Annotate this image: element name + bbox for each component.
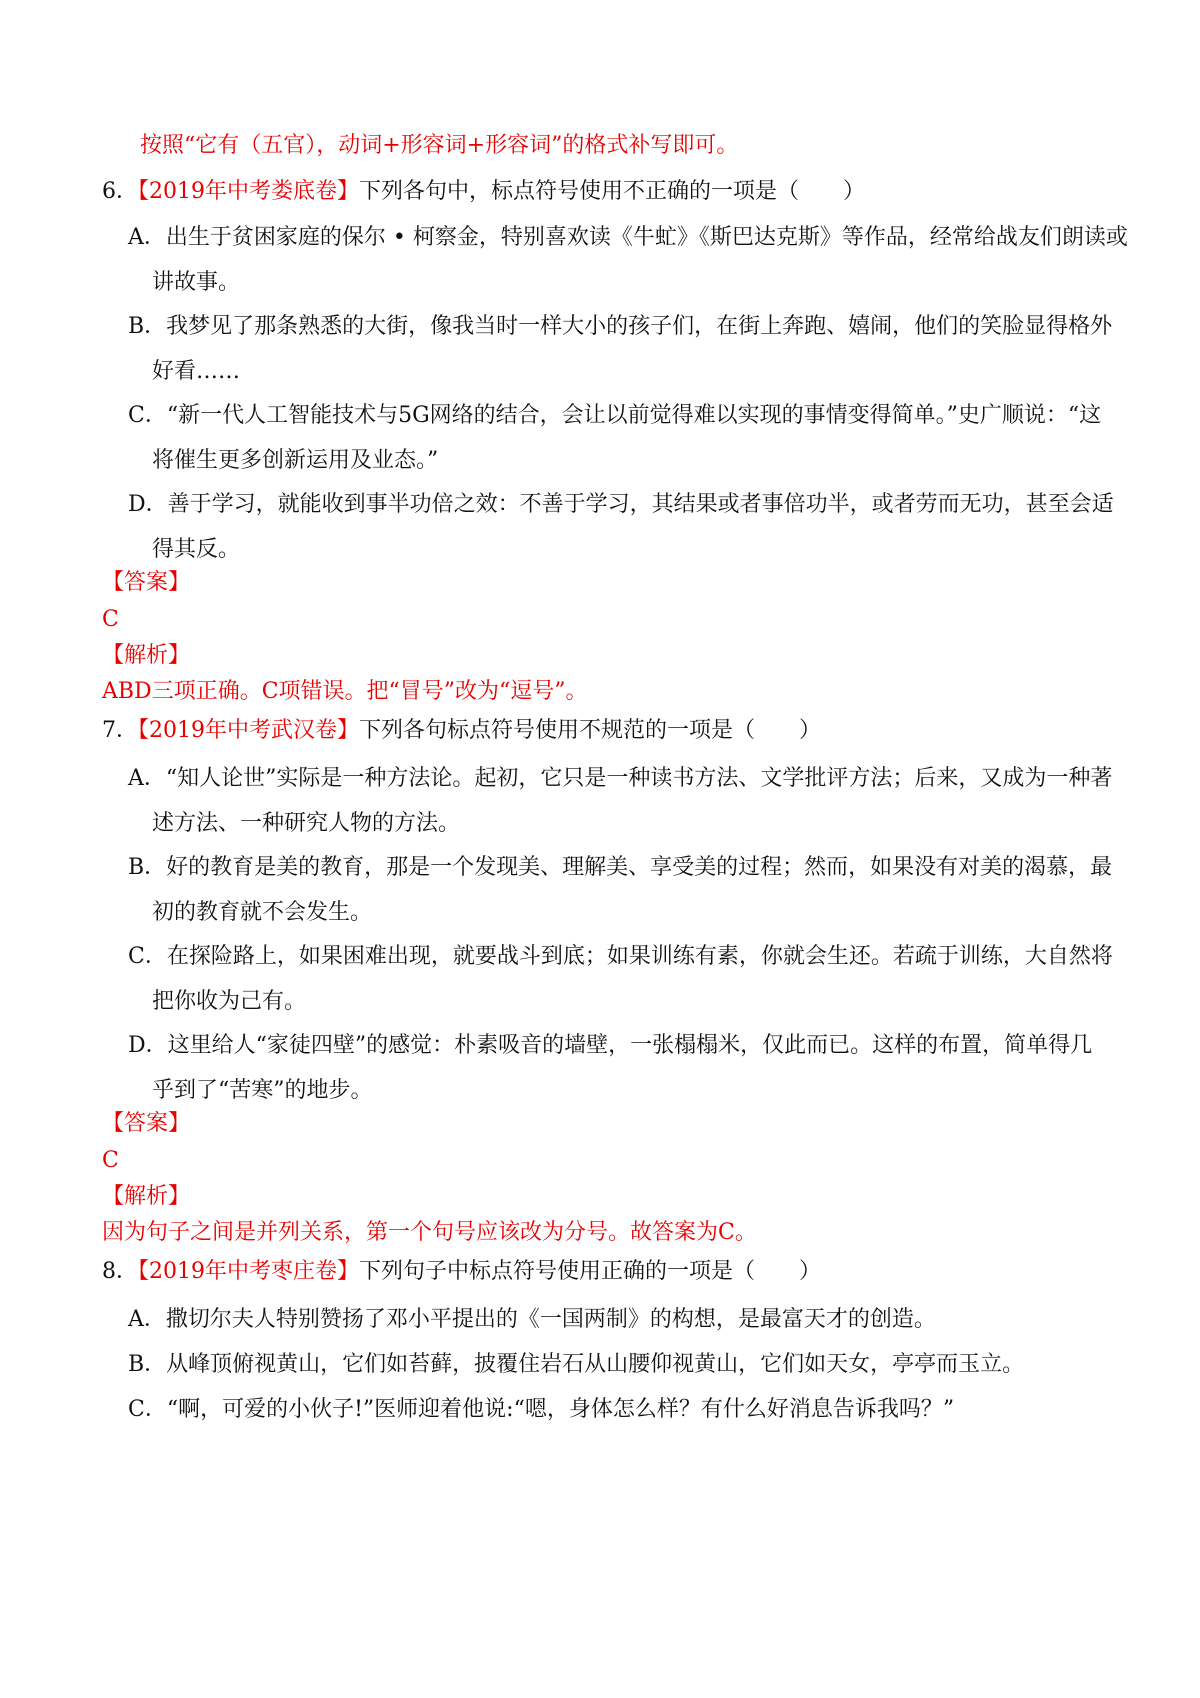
- option-c: [128, 401, 1101, 431]
- option-b: [128, 853, 1112, 883]
- question-source: 【2019年中考武汉卷】: [138, 718, 359, 743]
- option-d-continuation: 乎到了“苦寒”的地步。: [152, 1078, 373, 1103]
- option-text: 这里给人“家徒四壁”的感觉：朴素吸音的墙壁，一张榻榻米，仅此而已。这样的布置，简单得几: [167, 1033, 1093, 1058]
- question-source: 【2019年中考枣庄卷】: [138, 1259, 359, 1284]
- answer-value: C: [102, 1148, 119, 1173]
- option-a-continuation: 讲故事。: [152, 270, 241, 295]
- option-d: [128, 1031, 1092, 1061]
- option-c: [128, 1395, 954, 1425]
- analysis-text: 因为句子之间是并列关系，第一个句号应该改为分号。故答案为C。: [102, 1220, 757, 1245]
- option-d: [128, 490, 1114, 520]
- analysis-label: 【解析】: [102, 643, 191, 668]
- option-b: [128, 1350, 1024, 1380]
- question-7-stem-line: [102, 716, 821, 746]
- option-a-continuation: 述方法、一种研究人物的方法。: [152, 811, 461, 836]
- option-text: 从峰顶俯视黄山，它们如苔藓，披覆住岩石从山腰仰视黄山，它们如天女，亭亭而玉立。: [166, 1352, 1025, 1377]
- question-stem: 下列句子中标点符号使用正确的一项是（ ）: [359, 1259, 822, 1284]
- analysis-label: 【解析】: [102, 1184, 191, 1209]
- option-letter: A．: [128, 1307, 166, 1332]
- intro-note: 按照“它有（五官），动词+形容词+形容词”的格式补写即可。: [140, 133, 739, 158]
- option-letter: A．: [128, 766, 166, 791]
- option-letter: B．: [128, 1352, 167, 1377]
- option-d-continuation: 得其反。: [152, 537, 241, 562]
- question-number: 7．: [102, 718, 138, 743]
- option-a: [128, 764, 1112, 794]
- option-b-continuation: 好看……: [152, 359, 241, 384]
- answer-label: 【答案】: [102, 1111, 191, 1136]
- option-letter: D．: [128, 492, 168, 517]
- analysis-text: ABD三项正确。C项错误。把“冒号”改为“逗号”。: [102, 679, 588, 704]
- option-a: [128, 1305, 936, 1335]
- option-text: 撒切尔夫人特别赞扬了邓小平提出的《一国两制》的构想，是最富天才的创造。: [165, 1307, 936, 1332]
- option-text: 在探险路上，如果困难出现，就要战斗到底；如果训练有素，你就会生还。若疏于训练，大自然将: [166, 944, 1113, 969]
- question-number: 6．: [102, 179, 138, 204]
- option-a: [128, 223, 1128, 253]
- question-stem: 下列各句标点符号使用不规范的一项是（ ）: [359, 718, 822, 743]
- option-b-continuation: 初的教育就不会发生。: [152, 900, 373, 925]
- option-text: 我梦见了那条熟悉的大街，像我当时一样大小的孩子们，在街上奔跑、嬉闹，他们的笑脸显得格外: [166, 314, 1113, 339]
- option-letter: C．: [128, 1397, 167, 1422]
- option-text: 好的教育是美的教育，那是一个发现美、理解美、享受美的过程；然而，如果没有对美的渴慕，最: [166, 855, 1113, 880]
- option-letter: B．: [128, 855, 167, 880]
- answer-label: 【答案】: [102, 570, 191, 595]
- question-source: 【2019年中考娄底卷】: [138, 179, 359, 204]
- option-letter: B．: [128, 314, 167, 339]
- option-b: [128, 312, 1112, 342]
- option-letter: D．: [128, 1033, 168, 1058]
- option-letter: C．: [128, 403, 167, 428]
- question-8-stem-line: [102, 1257, 821, 1287]
- question-6-stem-line: [102, 177, 865, 207]
- option-letter: C．: [128, 944, 167, 969]
- question-stem: 下列各句中，标点符号使用不正确的一项是（ ）: [359, 179, 866, 204]
- option-c-continuation: 将催生更多创新运用及业态。”: [152, 448, 439, 473]
- option-text: 善于学习，就能收到事半功倍之效：不善于学习，其结果或者事倍功半，或者劳而无功，甚至会适: [167, 492, 1114, 517]
- option-text: “知人论世”实际是一种方法论。起初，它只是一种读书方法、文学批评方法；后来，又成为一种著: [165, 766, 1113, 791]
- question-number: 8．: [102, 1259, 138, 1284]
- option-c: [128, 942, 1113, 972]
- option-c-continuation: 把你收为己有。: [152, 989, 307, 1014]
- option-text: “新一代人工智能技术与5G网络的结合，会让以前觉得难以实现的事情变得简单。”史广顺说：“这: [166, 403, 1102, 428]
- option-text: 出生于贫困家庭的保尔 • 柯察金，特别喜欢读《牛虻》《斯巴达克斯》等作品，经常给战友们朗读或: [165, 225, 1128, 250]
- option-letter: A．: [128, 225, 166, 250]
- option-text: “啊，可爱的小伙子!”医师迎着他说:“嗯，身体怎么样？有什么好消息告诉我吗？”: [166, 1397, 955, 1422]
- answer-value: C: [102, 607, 119, 632]
